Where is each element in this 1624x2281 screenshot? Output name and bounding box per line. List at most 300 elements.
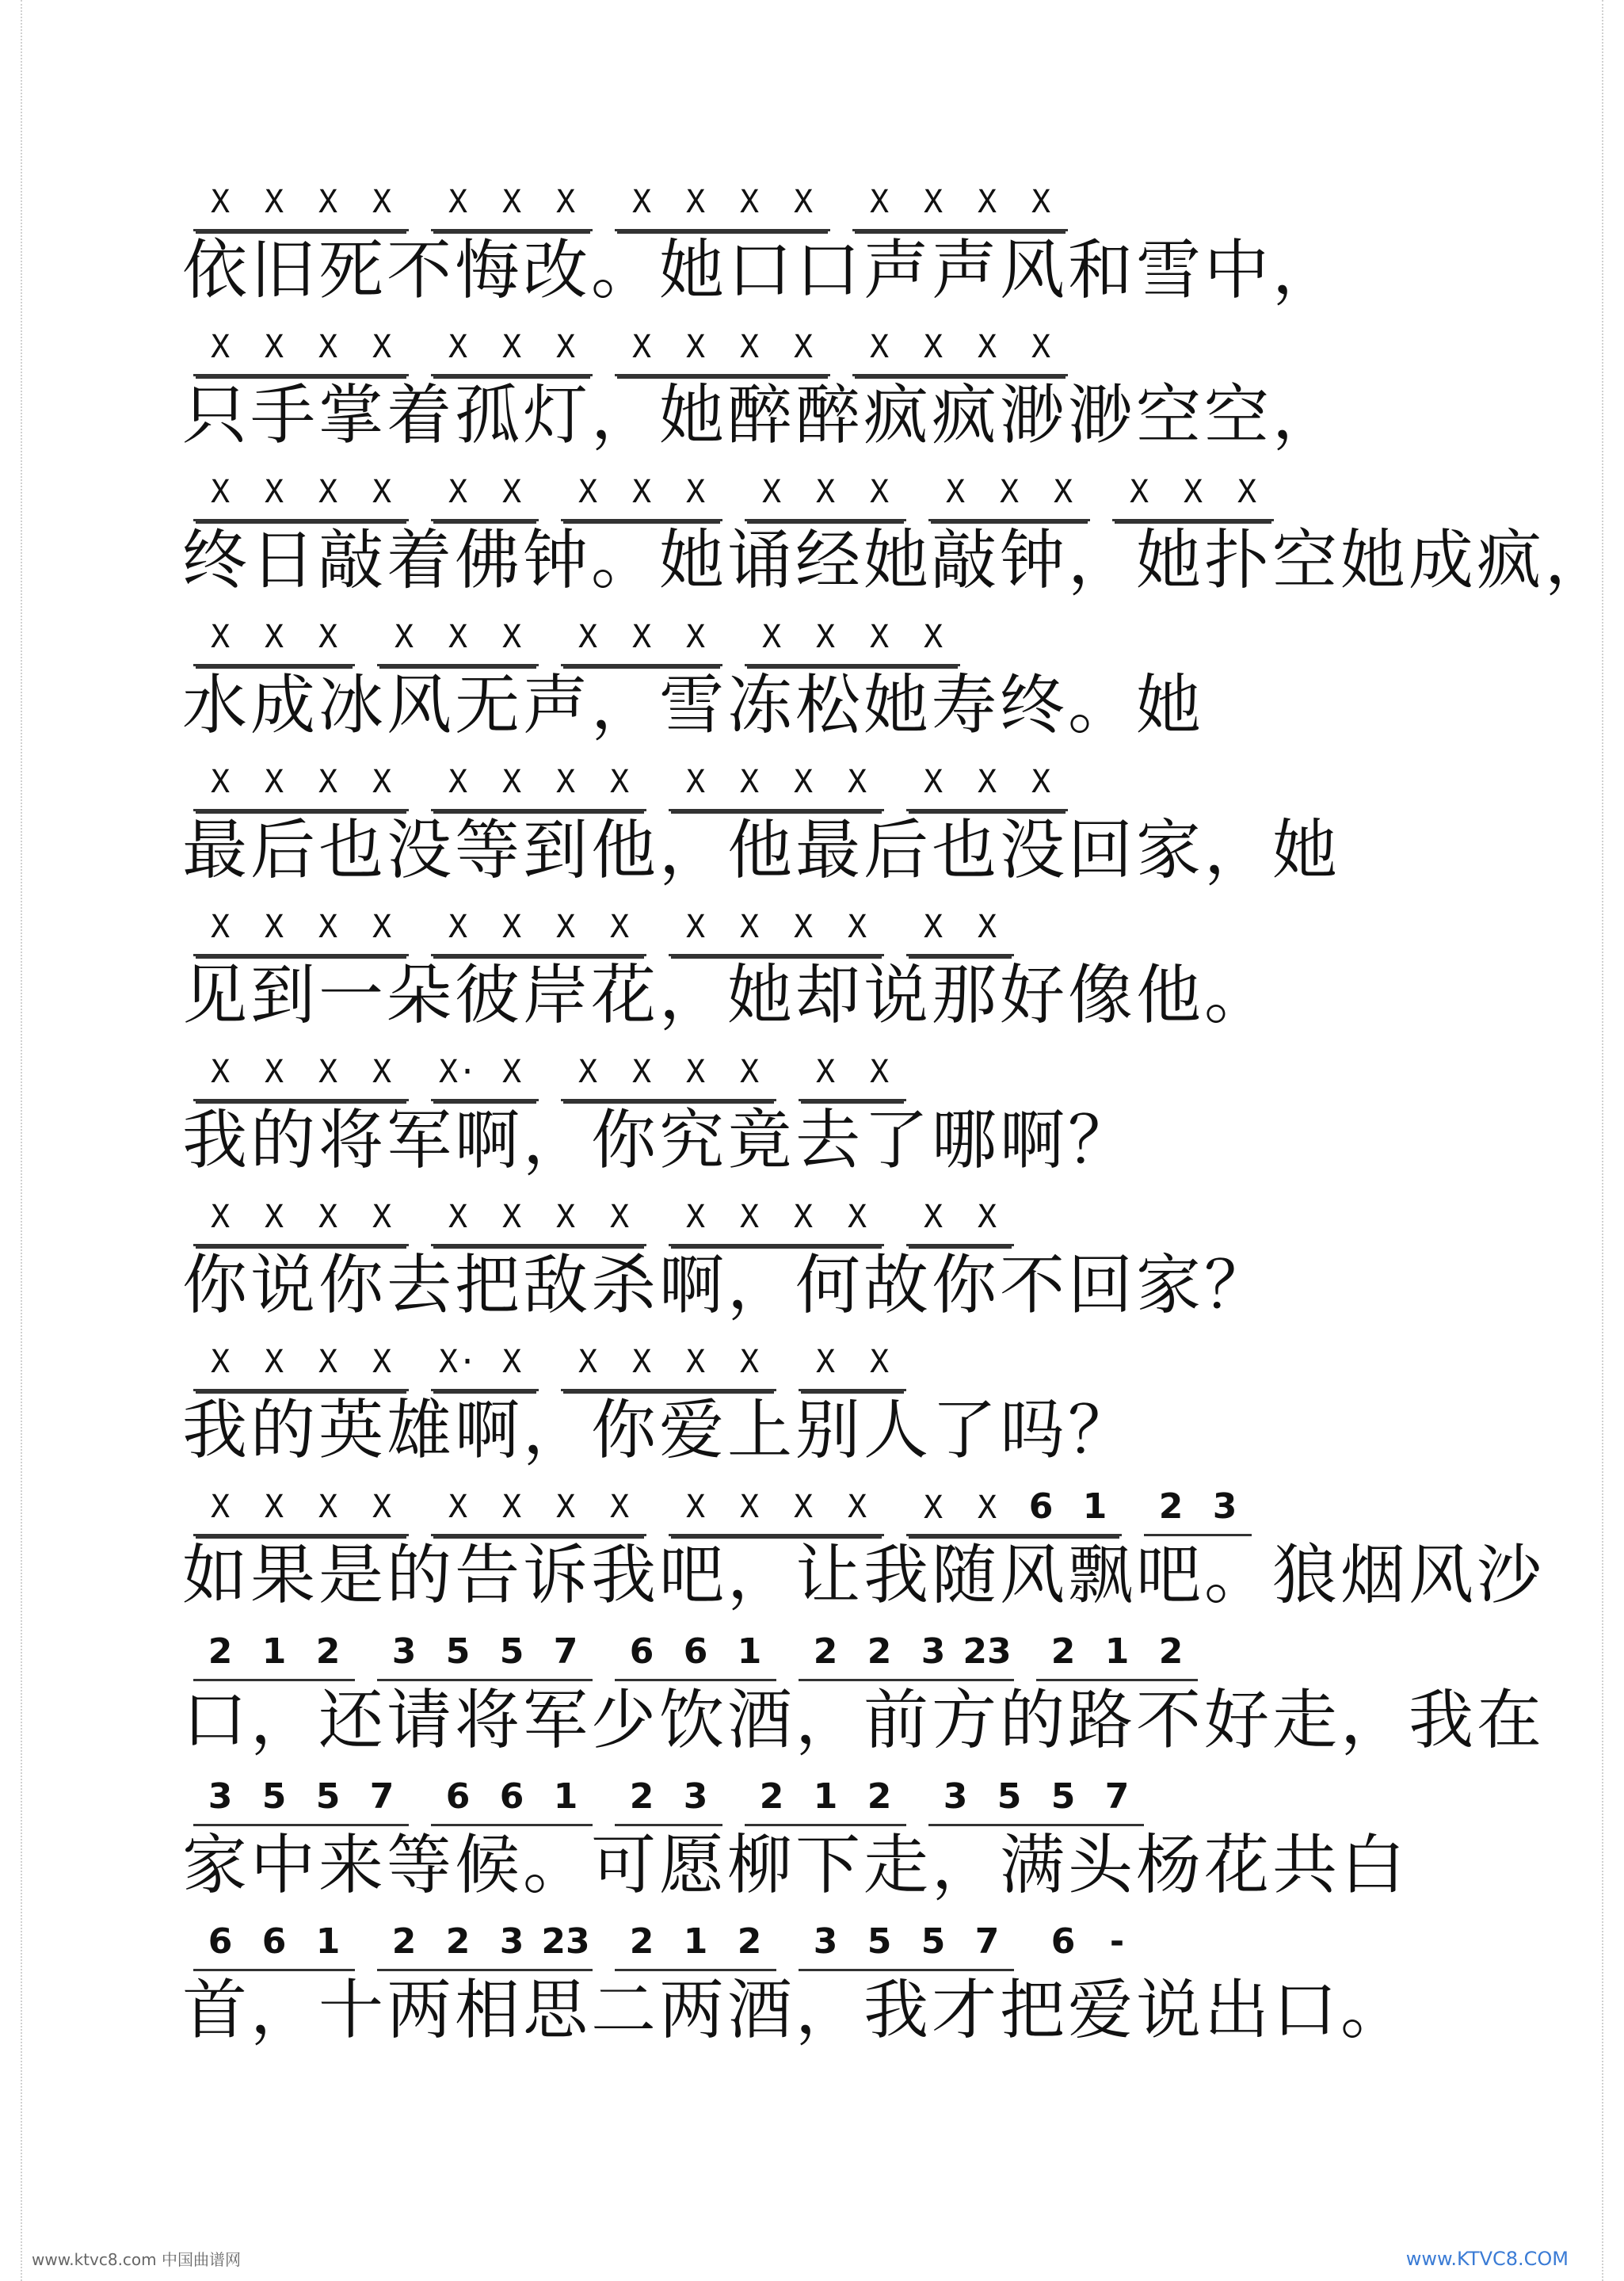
note: X <box>210 1489 231 1525</box>
note: 23 <box>963 1631 1012 1672</box>
beat-group <box>431 468 539 521</box>
beat-group <box>669 1193 884 1246</box>
note: X· <box>438 1344 478 1380</box>
note: X <box>869 329 890 365</box>
beat-group <box>193 613 355 666</box>
beat-group <box>799 1048 906 1101</box>
note: X <box>847 764 867 800</box>
note: X <box>1237 474 1257 510</box>
note: X <box>685 474 706 510</box>
note: 7 <box>974 1921 1000 1962</box>
note: X <box>372 474 392 510</box>
note: X <box>501 184 522 220</box>
note: 6 <box>1050 1921 1076 1962</box>
beat-group <box>193 1483 409 1536</box>
measure <box>182 1338 917 1395</box>
beat-group <box>561 613 722 666</box>
note: X <box>318 1489 338 1525</box>
beat-group <box>1112 468 1274 521</box>
note: X <box>685 1199 706 1235</box>
beat-group <box>193 1918 355 1971</box>
note: 5 <box>445 1631 471 1672</box>
note: X <box>685 329 706 365</box>
note: X <box>264 1199 284 1235</box>
note: X <box>372 1344 392 1380</box>
measure <box>182 178 1079 235</box>
lyric-line: 水成冰风无声，雪冻松她寿终。她 <box>182 668 1205 743</box>
note: X <box>372 1054 392 1090</box>
note: 2 <box>629 1776 654 1817</box>
note: X <box>685 909 706 945</box>
note: X <box>977 1199 997 1235</box>
beat-group <box>1036 1918 1144 1969</box>
lyric-line: 口，还请将军少饮酒，前方的路不好走，我在 <box>182 1683 1546 1758</box>
beat-group <box>561 1338 776 1391</box>
note: X <box>318 909 338 945</box>
note: X <box>739 1199 760 1235</box>
note: X <box>685 184 706 220</box>
beat-group <box>615 323 830 376</box>
note: X <box>793 764 814 800</box>
note: 2 <box>629 1921 654 1962</box>
measure <box>182 1773 1155 1830</box>
beat-group <box>852 323 1068 376</box>
note: X <box>578 1054 598 1090</box>
note: X <box>685 1054 706 1090</box>
note: X <box>264 474 284 510</box>
measure <box>182 1628 1209 1685</box>
note: 1 <box>1104 1631 1130 1672</box>
beat-group <box>906 1193 1014 1246</box>
note: X <box>501 474 522 510</box>
note: X <box>1031 329 1051 365</box>
beat-group <box>906 758 1068 811</box>
note: 2 <box>737 1921 762 1962</box>
note: 3 <box>208 1776 233 1817</box>
lyric-line: 首，十两相思二两酒，我才把爱说出口。 <box>182 1973 1409 2048</box>
note: X <box>977 1490 997 1526</box>
beat-group <box>669 903 884 956</box>
note: X <box>739 764 760 800</box>
beat-group <box>852 178 1068 231</box>
note: X <box>739 1054 760 1090</box>
beat-group <box>431 758 646 811</box>
note: X <box>448 764 468 800</box>
beat-group <box>377 613 539 666</box>
note: 6 <box>683 1631 708 1672</box>
note: 7 <box>1104 1776 1130 1817</box>
notation-row <box>182 1048 1466 1105</box>
note: X <box>609 909 630 945</box>
beat-group <box>193 1048 409 1101</box>
beat-group <box>431 1193 646 1246</box>
note: X <box>739 1344 760 1380</box>
footer-watermark-right: www.KTVC8.COM <box>1405 2248 1569 2270</box>
note: X <box>869 1344 890 1380</box>
notation-row <box>182 1918 1466 1975</box>
note: 2 <box>208 1631 233 1672</box>
note: X <box>793 1489 814 1525</box>
lyric-line: 我的将军啊，你究竟去了哪啊？ <box>182 1103 1137 1178</box>
note: 6 <box>629 1631 654 1672</box>
notation-row <box>182 1628 1466 1685</box>
beat-group <box>193 758 409 811</box>
beat-group <box>928 1773 1144 1826</box>
note: X <box>264 329 284 365</box>
beat-group <box>431 1048 539 1101</box>
notation-row <box>182 1773 1466 1830</box>
note: 6 <box>1028 1486 1054 1527</box>
beat-group <box>906 1483 1122 1536</box>
note: X <box>318 764 338 800</box>
note: X <box>761 619 782 655</box>
note: X <box>210 1054 231 1090</box>
note: X <box>847 909 867 945</box>
note: X <box>578 1344 598 1380</box>
note: X <box>210 329 231 365</box>
measure <box>182 1483 1263 1540</box>
note: 3 <box>391 1631 417 1672</box>
note: X <box>264 619 284 655</box>
beat-group <box>799 1338 906 1391</box>
note: X <box>847 1489 867 1525</box>
lyric-line: 依旧死不悔改。她口口声声风和雪中， <box>182 233 1341 308</box>
notation-row <box>182 1483 1466 1540</box>
note: X <box>448 619 468 655</box>
beat-group <box>799 1628 1014 1681</box>
note: X <box>210 1199 231 1235</box>
beat-group <box>906 903 1014 956</box>
note: X <box>264 1344 284 1380</box>
note: X <box>869 184 890 220</box>
measure <box>182 1193 1025 1250</box>
note: X <box>977 909 997 945</box>
lyric-line: 我的英雄啊，你爱上别人了吗？ <box>182 1393 1137 1468</box>
lyric-line: 只手掌着孤灯，她醉醉疯疯渺渺空空， <box>182 378 1341 453</box>
note: X <box>318 1054 338 1090</box>
note: X <box>448 1489 468 1525</box>
stanza-5 <box>182 738 1466 888</box>
note: X <box>739 909 760 945</box>
beat-group <box>193 1628 355 1681</box>
beat-group <box>615 1773 722 1826</box>
note: X <box>609 1199 630 1235</box>
stanza-13 <box>182 1898 1466 2048</box>
note: X <box>372 1199 392 1235</box>
beat-group <box>431 1483 646 1536</box>
note: X <box>1031 184 1051 220</box>
note: X <box>210 619 231 655</box>
note: 6 <box>208 1921 233 1962</box>
note: X <box>501 1199 522 1235</box>
note: X <box>448 909 468 945</box>
note: X <box>1129 474 1149 510</box>
stanza-8 <box>182 1173 1466 1323</box>
note: X <box>372 764 392 800</box>
note: 1 <box>737 1631 762 1672</box>
notation-row <box>182 613 1466 670</box>
note: 2 <box>391 1921 417 1962</box>
measure <box>182 323 1079 380</box>
beat-group <box>1036 1628 1198 1681</box>
note: X <box>210 474 231 510</box>
note: X <box>685 619 706 655</box>
note: X <box>318 1344 338 1380</box>
note: X <box>448 184 468 220</box>
footer-watermark-left: www.ktvc8.com 中国曲谱网 <box>32 2250 242 2269</box>
note: 3 <box>813 1921 838 1962</box>
note: 1 <box>683 1921 708 1962</box>
beat-group <box>377 1628 593 1681</box>
note: 1 <box>315 1921 341 1962</box>
note: X <box>318 619 338 655</box>
note: X <box>1183 474 1203 510</box>
note: X <box>501 764 522 800</box>
note: X <box>793 1199 814 1235</box>
note: X <box>555 329 576 365</box>
note: X <box>318 184 338 220</box>
note: X <box>609 1489 630 1525</box>
note: 3 <box>943 1776 968 1817</box>
note: X <box>372 184 392 220</box>
beat-group <box>193 323 409 376</box>
note: X <box>815 474 836 510</box>
note: X <box>923 329 944 365</box>
note: X <box>264 1489 284 1525</box>
note: X <box>372 1489 392 1525</box>
note: X <box>555 764 576 800</box>
measure <box>182 468 1285 525</box>
beat-group <box>561 1048 776 1101</box>
note: X <box>977 764 997 800</box>
stanza-2 <box>182 303 1466 453</box>
lyric-line: 你说你去把敌杀啊，何故你不回家？ <box>182 1248 1273 1323</box>
note: X <box>318 1199 338 1235</box>
note: X <box>318 474 338 510</box>
note: X <box>264 764 284 800</box>
note: X <box>815 1054 836 1090</box>
note: X <box>977 329 997 365</box>
note: 1 <box>553 1776 578 1817</box>
stanza-1 <box>182 158 1466 308</box>
note: X <box>501 1054 522 1090</box>
note: X <box>372 329 392 365</box>
note: 5 <box>315 1776 341 1817</box>
note: 5 <box>261 1776 287 1817</box>
beat-group <box>669 758 884 811</box>
stanza-7 <box>182 1028 1466 1178</box>
note: X <box>977 184 997 220</box>
note: X <box>923 1199 944 1235</box>
beat-group <box>745 468 906 521</box>
note: X <box>448 1199 468 1235</box>
lyric-line: 终日敲着佛钟。她诵经她敲钟，她扑空她成疯， <box>182 523 1614 598</box>
measure <box>182 903 1025 960</box>
beat-group <box>799 1918 1014 1971</box>
note: 3 <box>1212 1486 1237 1527</box>
note: X <box>210 909 231 945</box>
note: X <box>210 1344 231 1380</box>
note: 7 <box>553 1631 578 1672</box>
note: X <box>739 329 760 365</box>
notation-row <box>182 178 1466 235</box>
stanza-12 <box>182 1753 1466 1903</box>
note: 1 <box>261 1631 287 1672</box>
note: 2 <box>1050 1631 1076 1672</box>
note: X <box>923 909 944 945</box>
stanza-9 <box>182 1318 1466 1468</box>
note: X <box>739 184 760 220</box>
note: X <box>945 474 966 510</box>
note: X <box>761 474 782 510</box>
note: 5 <box>921 1921 946 1962</box>
note: X <box>631 1344 652 1380</box>
beat-group <box>431 178 593 231</box>
beat-group <box>193 1773 409 1826</box>
note: 5 <box>499 1631 524 1672</box>
beat-group <box>193 1338 409 1391</box>
note: X <box>1053 474 1073 510</box>
note: 2 <box>1158 1486 1184 1527</box>
note: X· <box>438 1054 478 1090</box>
note: X <box>501 329 522 365</box>
note: X <box>555 909 576 945</box>
note: X <box>631 184 652 220</box>
note: X <box>501 909 522 945</box>
beat-group <box>377 1918 593 1971</box>
right-margin-strip <box>1602 0 1624 2281</box>
note: X <box>923 764 944 800</box>
note: X <box>793 909 814 945</box>
beat-group <box>615 1918 776 1971</box>
note: X <box>578 619 598 655</box>
notation-row <box>182 758 1466 815</box>
stanza-3 <box>182 448 1614 598</box>
note: - <box>1109 1921 1125 1962</box>
note: X <box>264 909 284 945</box>
note: 3 <box>921 1631 946 1672</box>
note: X <box>210 764 231 800</box>
beat-group <box>745 613 960 666</box>
note: X <box>264 1054 284 1090</box>
note: 5 <box>867 1921 892 1962</box>
beat-group <box>193 468 409 521</box>
note: 2 <box>1158 1631 1184 1672</box>
measure <box>182 1918 1155 1975</box>
beat-group <box>431 1338 539 1391</box>
note: X <box>448 329 468 365</box>
note: 2 <box>867 1776 892 1817</box>
note: X <box>501 619 522 655</box>
measure <box>182 1048 917 1105</box>
beat-group <box>431 1773 593 1826</box>
beat-group <box>431 903 646 956</box>
beat-group <box>928 468 1090 521</box>
note: X <box>923 619 944 655</box>
note: X <box>1031 764 1051 800</box>
note: 2 <box>759 1776 784 1817</box>
lyric-line: 最后也没等到他，他最后也没回家，她 <box>182 813 1341 888</box>
note: X <box>685 1344 706 1380</box>
note: 6 <box>261 1921 287 1962</box>
note: X <box>372 909 392 945</box>
beat-group <box>615 178 830 231</box>
beat-group <box>431 323 593 376</box>
note: X <box>815 619 836 655</box>
note: X <box>631 619 652 655</box>
beat-group <box>193 1193 409 1246</box>
note: X <box>793 329 814 365</box>
note: X <box>394 619 414 655</box>
beat-group <box>193 178 409 231</box>
note: X <box>999 474 1020 510</box>
note: 6 <box>445 1776 471 1817</box>
note: X <box>318 329 338 365</box>
note: 6 <box>499 1776 524 1817</box>
notation-row <box>182 903 1466 960</box>
note: 1 <box>813 1776 838 1817</box>
notation-row <box>182 1193 1466 1250</box>
measure <box>182 613 971 670</box>
note: 3 <box>499 1921 524 1962</box>
note: 2 <box>867 1631 892 1672</box>
note: X <box>631 1054 652 1090</box>
note: 2 <box>315 1631 341 1672</box>
note: X <box>609 764 630 800</box>
lyric-line: 如果是的告诉我吧，让我随风飘吧。狼烟风沙 <box>182 1538 1546 1613</box>
beat-group <box>745 1773 906 1826</box>
note: X <box>210 184 231 220</box>
note: 2 <box>445 1921 471 1962</box>
notation-row <box>182 323 1466 380</box>
note: X <box>869 474 890 510</box>
notation-row <box>182 468 1466 525</box>
beat-group <box>669 1483 884 1536</box>
note: 5 <box>997 1776 1022 1817</box>
note: X <box>631 474 652 510</box>
note: X <box>555 1199 576 1235</box>
lyric-line: 见到一朵彼岸花，她却说那好像他。 <box>182 958 1273 1033</box>
beat-group <box>561 468 722 521</box>
note: X <box>815 1344 836 1380</box>
left-margin-strip <box>0 0 22 2281</box>
note: X <box>739 1489 760 1525</box>
notation-row <box>182 1338 1466 1395</box>
note: 2 <box>813 1631 838 1672</box>
beat-group <box>193 903 409 956</box>
note: X <box>869 619 890 655</box>
note: X <box>578 474 598 510</box>
note: X <box>923 1490 944 1526</box>
note: X <box>685 764 706 800</box>
note: X <box>501 1344 522 1380</box>
note: X <box>869 1054 890 1090</box>
beat-group <box>1144 1483 1252 1536</box>
stanza-4 <box>182 593 1466 743</box>
note: X <box>501 1489 522 1525</box>
note: X <box>555 184 576 220</box>
stanza-11 <box>182 1608 1546 1758</box>
note: X <box>847 1199 867 1235</box>
measure <box>182 758 1079 815</box>
beat-group <box>615 1628 776 1681</box>
note: X <box>631 329 652 365</box>
lyric-line: 家中来等候。可愿柳下走，满头杨花共白 <box>182 1828 1409 1903</box>
note: 1 <box>1082 1486 1107 1527</box>
note: X <box>264 184 284 220</box>
note: X <box>685 1489 706 1525</box>
note: X <box>555 1489 576 1525</box>
